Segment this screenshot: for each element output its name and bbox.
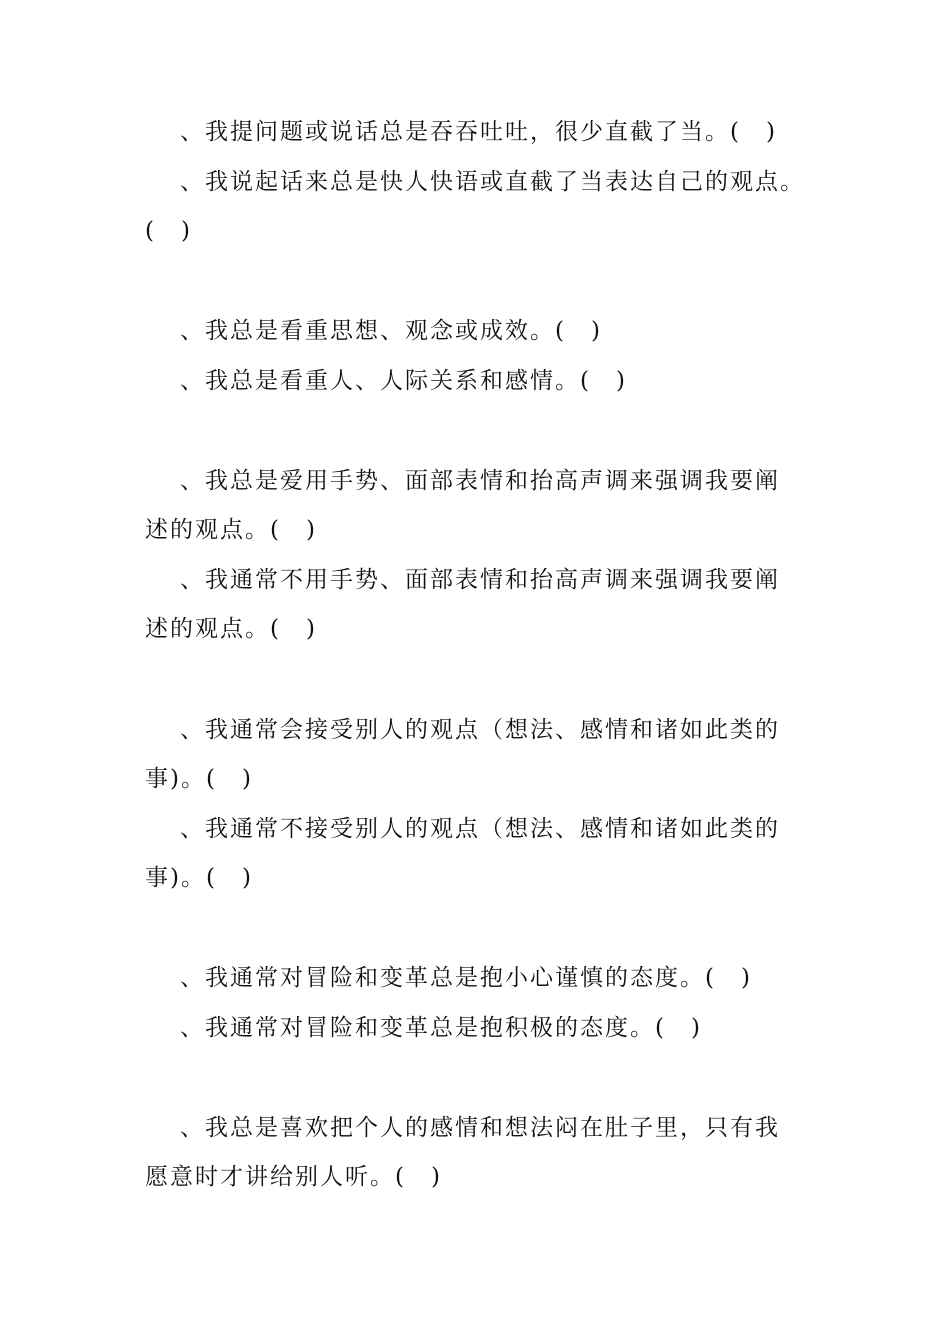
question-7-line-2: 事)。( ): [145, 766, 253, 792]
question-2-line-2: ( ): [145, 218, 192, 244]
question-6-line-2: 述的观点。( ): [145, 616, 317, 642]
question-8-line-1: 、我通常不接受别人的观点（想法、感情和诸如此类的: [180, 816, 780, 842]
question-5-line-1: 、我总是爱用手势、面部表情和抬高声调来强调我要阐: [180, 468, 780, 494]
question-11-line-2: 愿意时才讲给别人听。( ): [145, 1164, 442, 1190]
question-5-line-2: 述的观点。( ): [145, 517, 317, 543]
question-11-line-1: 、我总是喜欢把个人的感情和想法闷在肚子里，只有我: [180, 1115, 780, 1141]
question-6-line-1: 、我通常不用手势、面部表情和抬高声调来强调我要阐: [180, 567, 780, 593]
question-4-line-1: 、我总是看重人、人际关系和感情。( ): [180, 368, 627, 394]
question-8-line-2: 事)。( ): [145, 865, 253, 891]
question-7-line-1: 、我通常会接受别人的观点（想法、感情和诸如此类的: [180, 717, 780, 743]
question-9-line-1: 、我通常对冒险和变革总是抱小心谨慎的态度。( ): [180, 965, 752, 991]
question-3-line-1: 、我总是看重思想、观念或成效。( ): [180, 318, 602, 344]
question-10-line-1: 、我通常对冒险和变革总是抱积极的态度。( ): [180, 1015, 702, 1041]
question-1-line-1: 、我提问题或说话总是吞吞吐吐，很少直截了当。( ): [180, 119, 777, 145]
question-2-line-1: 、我说起话来总是快人快语或直截了当表达自己的观点。: [180, 169, 805, 195]
